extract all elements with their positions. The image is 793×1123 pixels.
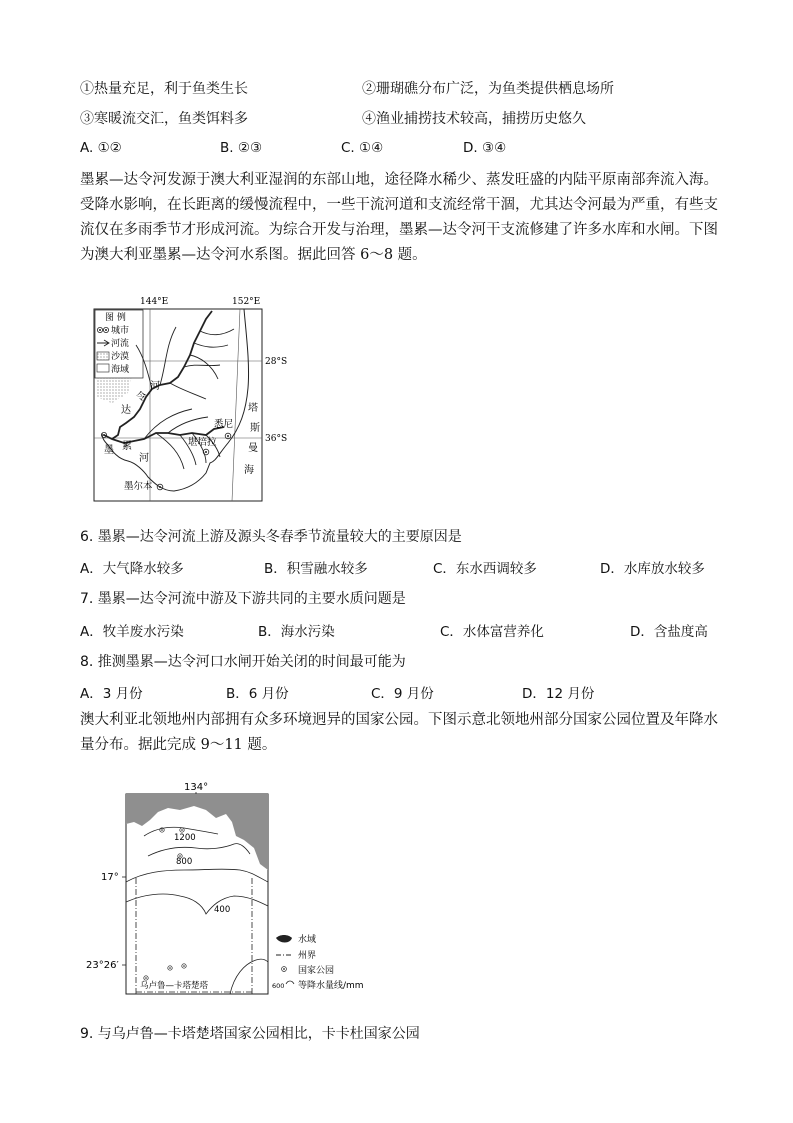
park-uluru-label: 乌卢鲁—卡塔楚塔: [140, 981, 209, 991]
legend-desert-icon: [97, 352, 109, 360]
q5-option-4: ④渔业捕捞技术较高，捕捞历史悠久: [362, 111, 586, 127]
q8-choice-d: D．12 月份: [522, 686, 595, 702]
iso-label-1200: 1200: [174, 833, 196, 843]
label-mo: 墨: [104, 445, 114, 456]
q5-choice-d: D. ③④: [463, 140, 507, 156]
legend-isohyet: 等降水量线/mm: [298, 981, 364, 991]
park-kakadu-label: 卡卡杜: [198, 819, 226, 829]
q5-option-1: ①热量充足，利于鱼类生长: [80, 81, 248, 97]
q8-choice-b: B．6 月份: [226, 686, 289, 702]
northern-territory-map: [84, 778, 384, 1000]
label-da: 达: [121, 405, 131, 416]
city-sydney: 悉尼: [214, 419, 234, 430]
q6-choice-a: A．大气降水较多: [80, 561, 184, 577]
legend-city: 城市: [111, 326, 130, 336]
legend-desert: 沙漠: [111, 352, 130, 362]
legend-sea: 海域: [111, 365, 130, 375]
q5-choice-a: A. ①②: [80, 140, 122, 156]
passage-murray-darling: 墨累—达令河发源于澳大利亚湿润的东部山地，途径降水稀少、蒸发旺盛的内陆平原南部奔流入海。受降水影响，在长距离的缓慢流程中，一些干流河道和支流经常干涸，尤其达令河最为严重，有些支流仅在多雨季节才形成河流。为综合开发与治理，墨累—达令河干支流修建了许多水库和水闸。下图为澳大利亚墨累—达令河水系图。据此回答 6～8 题。: [80, 172, 718, 263]
iso-label-800: 800: [176, 857, 193, 867]
q9-stem: 9. 与乌卢鲁—卡塔楚塔国家公园相比，卡卡杜国家公园: [80, 1026, 420, 1042]
lat-label-28: 28°S: [265, 357, 288, 367]
legend-park: 国家公园: [298, 966, 335, 976]
city-melbourne: 墨尔本: [124, 481, 153, 492]
q7-stem: 7. 墨累—达令河流中游及下游共同的主要水质问题是: [80, 591, 406, 607]
murray-darling-map: [88, 293, 288, 505]
q6-choice-c: C．东水西调较多: [433, 561, 537, 577]
legend-isohyet-icon: [286, 981, 294, 984]
label-he2: 河: [139, 453, 149, 464]
q7-choice-b: B．海水污染: [258, 624, 335, 640]
q8-choice-a: A．3 月份: [80, 686, 143, 702]
iso-label-400: 400: [214, 905, 231, 915]
q8-choice-c: C．9 月份: [371, 686, 434, 702]
label-ling: 令: [136, 392, 146, 403]
label-hai: 海: [244, 465, 254, 476]
lon-label-144: 144°E: [140, 297, 169, 307]
legend-water: 水域: [298, 935, 317, 945]
label-ta: 塔: [248, 403, 258, 414]
q5-option-2: ②珊瑚礁分布广泛，为鱼类提供栖息场所: [362, 81, 614, 97]
q6-choice-b: B．积雪融水较多: [264, 561, 368, 577]
lat-label-36: 36°S: [265, 434, 288, 444]
lon-label-134: 134°: [184, 782, 209, 793]
legend-river: 河流: [111, 339, 130, 349]
label-he: 河: [150, 381, 160, 392]
q7-choice-c: C．水体富营养化: [440, 624, 544, 640]
legend-title: 图 例: [105, 313, 126, 323]
legend-border: 州界: [298, 951, 317, 961]
q5-option-3: ③寒暖流交汇，鱼类饵料多: [80, 111, 248, 127]
q7-choice-a: A．牧羊废水污染: [80, 624, 184, 640]
q6-stem: 6. 墨累—达令河流上游及源头冬春季节流量较大的主要原因是: [80, 529, 462, 545]
legend-isohyet-val: 600: [272, 982, 285, 990]
label-man: 曼: [248, 443, 258, 454]
q7-choice-d: D．含盐度高: [630, 624, 708, 640]
label-lei: 累: [122, 441, 132, 452]
passage-northern-territory: 澳大利亚北领地州内部拥有众多环境迥异的国家公园。下图示意北领地州部分国家公园位置及年降水量分布。据此完成 9～11 题。: [80, 712, 718, 753]
lat-label-17: 17°: [101, 872, 119, 883]
legend-sea-icon: [97, 364, 109, 372]
q5-choice-b: B. ②③: [220, 140, 263, 156]
lon-label-152: 152°E: [232, 297, 261, 307]
label-si: 斯: [250, 423, 260, 434]
q5-choice-c: C. ①④: [341, 140, 384, 156]
city-canberra: 堪培拉: [188, 437, 217, 448]
q8-stem: 8. 推测墨累—达令河口水闸开始关闭的时间最可能为: [80, 654, 406, 670]
q6-choice-d: D．水库放水较多: [600, 561, 705, 577]
lat-label-2326: 23°26′: [86, 960, 119, 971]
legend-water-icon: [276, 935, 292, 943]
